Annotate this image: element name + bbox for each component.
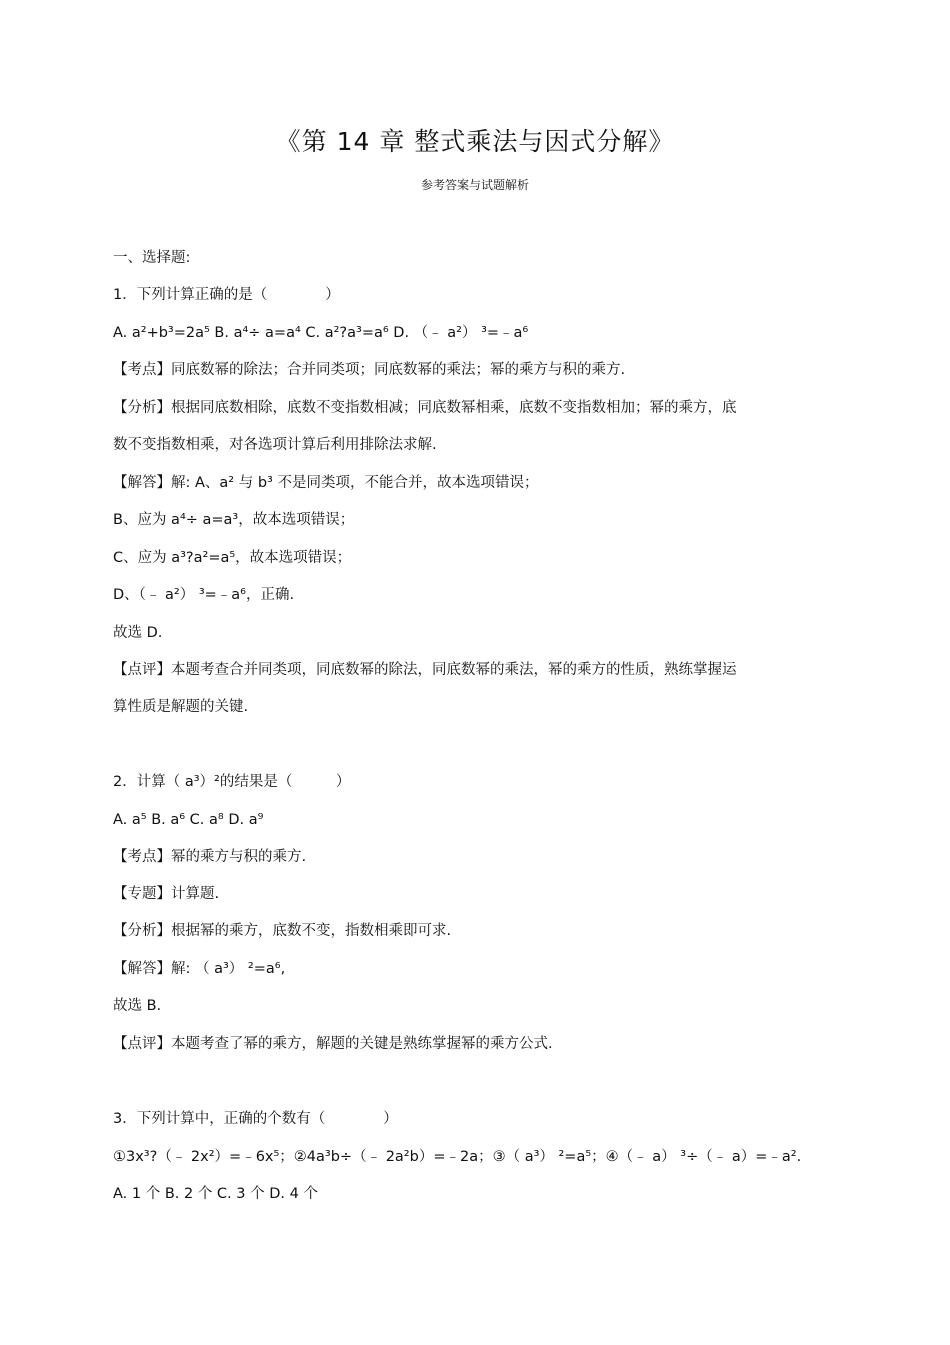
q2-zhuanti: 【专题】计算题. [113, 886, 220, 902]
q1-dianping-line2: 算性质是解题的关键. [113, 699, 249, 715]
q1-jieda: 【解答】解: A、a² 与 b³ 不是同类项，不能合并，故本选项错误； [113, 475, 539, 491]
q1-line-c: C、应为 a³?a²=a⁵，故本选项错误； [113, 550, 352, 566]
q2-stem: 2．计算（ a³）²的结果是（ ） [113, 774, 351, 790]
q2-dianping: 【点评】本题考查了幂的乘方，解题的关键是熟练掌握幂的乘方公式. [113, 1036, 553, 1052]
q1-line-b: B、应为 a⁴÷ a=a³，故本选项错误； [113, 512, 355, 528]
q3-options: A. 1 个 B. 2 个 C. 3 个 D. 4 个 [113, 1186, 318, 1202]
q1-kaodian: 【考点】同底数幂的除法；合并同类项；同底数幂的乘法；幂的乘方与积的乘方. [113, 362, 626, 378]
q2-choice: 故选 B. [113, 998, 162, 1014]
q2-fenxi: 【分析】根据幂的乘方，底数不变，指数相乘即可求. [113, 923, 452, 939]
q1-fenxi-line2: 数不变指数相乘，对各选项计算后利用排除法求解. [113, 437, 437, 453]
q2-kaodian: 【考点】幂的乘方与积的乘方. [113, 849, 307, 865]
q2-jieda: 【解答】解: （ a³） ²=a⁶, [113, 961, 286, 977]
q2-options: A. a⁵ B. a⁶ C. a⁸ D. a⁹ [113, 812, 264, 828]
q1-stem: 1．下列计算正确的是（ ） [113, 287, 340, 303]
document-title: 《第 14 章 整式乘法与因式分解》 [275, 127, 675, 156]
section-heading: 一、选择题: [113, 250, 191, 266]
document-subtitle: 参考答案与试题解析 [420, 178, 529, 192]
q3-items: ①3x³?（﹣ 2x²）=﹣6x⁵；②4a³b÷（﹣ 2a²b）=﹣2a；③（ a³） ²=a⁵；④（﹣ a） ³÷（﹣ a）=﹣a². [113, 1149, 802, 1165]
q1-options: A. a²+b³=2a⁵ B. a⁴÷ a=a⁴ C. a²?a³=a⁶ D. （﹣ a²） ³=﹣a⁶ [113, 325, 529, 341]
q1-choice: 故选 D. [113, 625, 163, 641]
q1-line-d: D、（﹣ a²） ³=﹣a⁶，正确. [113, 587, 295, 603]
q1-fenxi-line1: 【分析】根据同底数相除，底数不变指数相减；同底数幂相乘，底数不变指数相加；幂的乘方，底 [113, 400, 737, 416]
q3-stem: 3．下列计算中，正确的个数有（ ） [113, 1111, 398, 1127]
q1-dianping-line1: 【点评】本题考查合并同类项，同底数幂的除法，同底数幂的乘法，幂的乘方的性质，熟练掌握运 [113, 662, 737, 678]
